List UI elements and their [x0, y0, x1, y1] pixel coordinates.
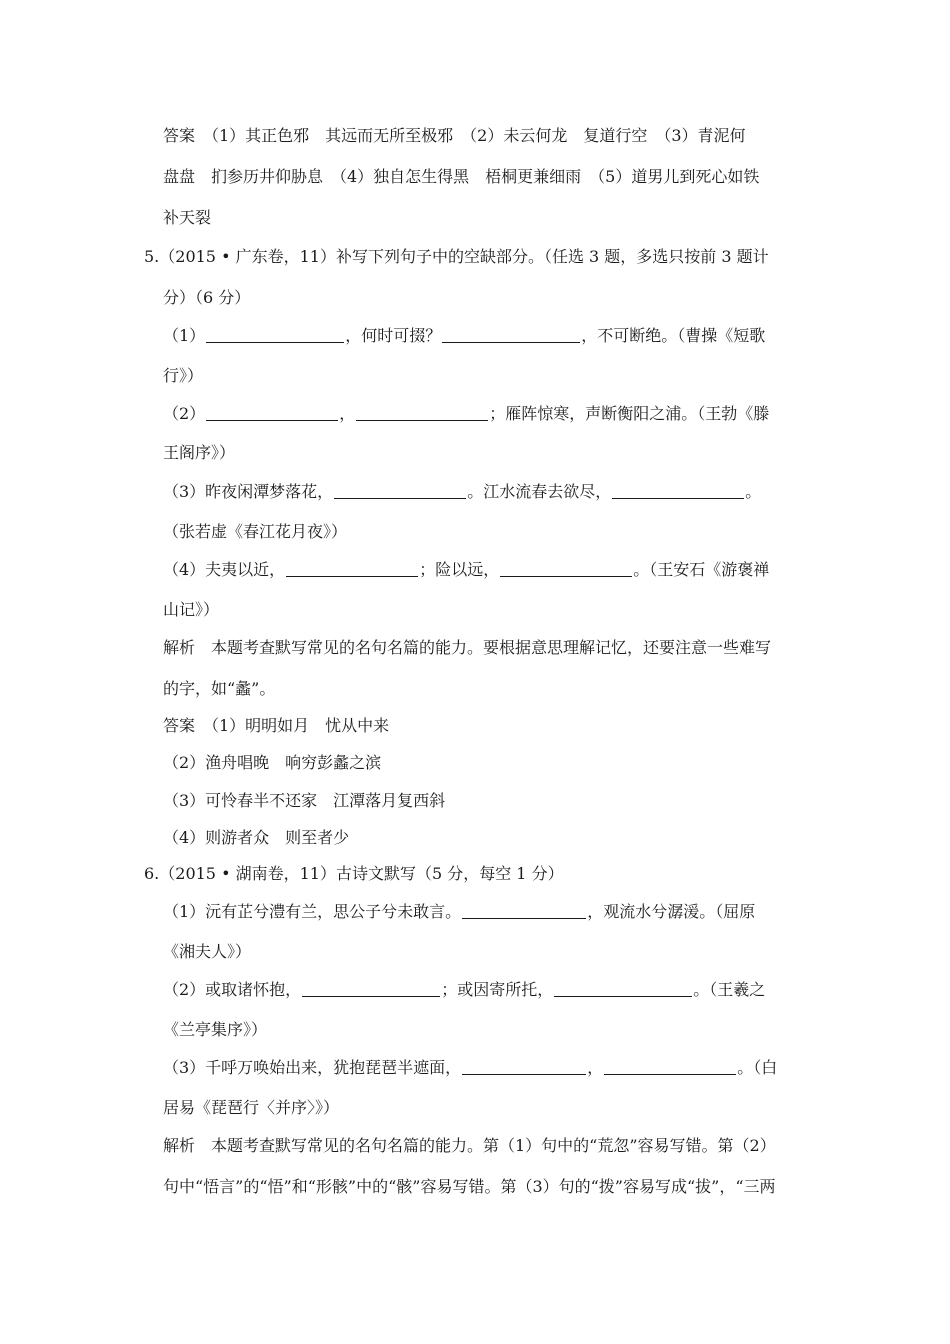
text: 。（王羲之: [693, 980, 766, 999]
question-6-item-2-cont: 《兰亭集序》）: [163, 1020, 268, 1039]
question-6-item-3-cont: 居易《琵琶行〈并序〉》）: [163, 1098, 340, 1117]
text: （2）或取诸怀抱，: [163, 980, 302, 999]
question-5-item-1: [163, 326, 765, 346]
question-5-item-4: [163, 560, 769, 580]
question-5-answer-4: （4）则游者众 则至者少: [163, 828, 350, 847]
text: ，观流水兮潺湲。（屈原: [587, 902, 756, 921]
question-5-item-4-cont: 山记》）: [163, 600, 220, 619]
question-6-item-1-cont: 《湘夫人》）: [163, 942, 252, 961]
question-5-answer-2: （2）渔舟唱晚 响穷彭蠡之滨: [163, 753, 382, 772]
question-5-item-3-cont: （张若虚《春江花月夜》）: [163, 522, 348, 541]
text: ，: [339, 404, 356, 423]
question-5-analysis-cont: 的字，如“蠡”。: [163, 679, 276, 698]
question-6-analysis: 解析 本题考查默写常见的名句名篇的能力。第（1）句中的“荒忽”容易写错。第（2）: [163, 1136, 776, 1155]
text: （3）昨夜闲潭梦落花，: [163, 482, 334, 501]
answer-blank[interactable]: [462, 902, 586, 919]
answer-blank[interactable]: [604, 1058, 736, 1075]
question-6-title: 6.（2015 • 湖南卷，11）古诗文默写（5 分，每空 1 分）: [144, 864, 564, 883]
question-6-item-2: [163, 980, 765, 1000]
text: （1）: [163, 326, 206, 345]
text: 。（王安石《游褒禅: [633, 560, 770, 579]
answer-q4-line-3: 补天裂: [163, 208, 212, 227]
question-6-item-1: [163, 902, 755, 922]
answer-blank[interactable]: [462, 1058, 586, 1075]
answer-blank[interactable]: [442, 326, 580, 343]
text: ；险以远，: [419, 560, 500, 579]
answer-blank[interactable]: [206, 326, 344, 343]
text: （4）夫夷以近，: [163, 560, 286, 579]
answer-blank[interactable]: [612, 482, 744, 499]
text: ；或因寄所托，: [441, 980, 554, 999]
text: ；雁阵惊寒，声断衡阳之浦。（王勃《滕: [489, 404, 770, 423]
question-5-answer-3: （3）可怜春半不还家 江潭落月复西斜: [163, 791, 446, 810]
answer-blank[interactable]: [356, 404, 488, 421]
question-5-title: 5.（2015 • 广东卷，11）补写下列句子中的空缺部分。（任选 3 题，多选只按前 3 题计: [144, 247, 769, 266]
answer-blank[interactable]: [554, 980, 692, 997]
question-5-item-2-cont: 王阁序》）: [163, 443, 236, 462]
text: 。: [745, 482, 762, 501]
question-6-analysis-cont: 句中“悟言”的“悟”和“形骸”中的“骸”容易写错。第（3）句的“拨”容易写成“拔”，“三两: [163, 1177, 776, 1196]
text: （2）: [163, 404, 206, 423]
answer-blank[interactable]: [206, 404, 338, 421]
text: （3）千呼万唤始出来，犹抱琵琶半遮面，: [163, 1058, 462, 1077]
answer-blank[interactable]: [302, 980, 440, 997]
text: 。（白: [737, 1058, 778, 1077]
answer-blank[interactable]: [500, 560, 632, 577]
text: ，: [587, 1058, 604, 1077]
question-5-item-2: [163, 404, 769, 424]
answer-q4-line-2: 盘盘 扪参历井仰胁息 （4）独自怎生得黑 梧桐更兼细雨 （5）道男儿到死心如铁: [163, 167, 760, 186]
text: ，不可断绝。（曹操《短歌: [581, 326, 766, 345]
question-5-item-1-cont: 行》）: [163, 366, 204, 385]
question-6-item-3: [163, 1058, 777, 1078]
question-5-title-cont: 分）（6 分）: [163, 288, 251, 307]
text: （1）沅有芷兮澧有兰，思公子兮未敢言。: [163, 902, 462, 921]
question-5-answer-1: 答案 （1）明明如月 忧从中来: [163, 716, 390, 735]
question-5-item-3: [163, 482, 761, 502]
answer-blank[interactable]: [286, 560, 418, 577]
answer-blank[interactable]: [334, 482, 466, 499]
text: ，何时可掇？: [345, 326, 442, 345]
answer-q4-line-1: 答案 （1）其正色邪 其远而无所至极邪 （2）未云何龙 复道行空 （3）青泥何: [163, 126, 746, 145]
question-5-analysis: 解析 本题考查默写常见的名句名篇的能力。要根据意思理解记忆，还要注意一些难写: [163, 638, 772, 657]
text: 。江水流春去欲尽，: [467, 482, 612, 501]
